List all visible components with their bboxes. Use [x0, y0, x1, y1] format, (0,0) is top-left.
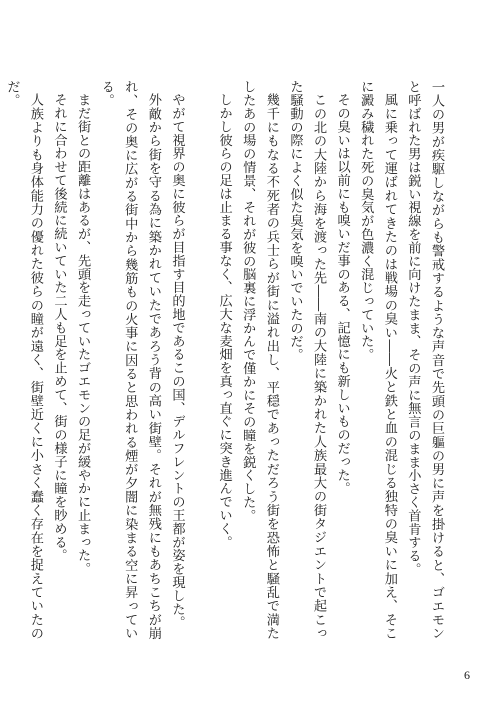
section-break: [188, 80, 212, 640]
paragraph: やがて視界の奥に彼らが目指す目的地であるこの国、デルフレントの王都が姿を現した。: [169, 93, 185, 630]
paragraph: それに合わせて後続に続いていた二人も足を止めて、街の様子に瞳を眇める。: [51, 93, 67, 563]
paragraph: 風に乗って運ばれてきたのは戦場の臭い――火と鉄と血の混じる独特の臭いに加え、そこに澱み穢れた死の臭気が色濃く混じっていた。: [358, 80, 397, 640]
paragraph: その臭いは以前にも嗅いだ事のある、記憶にも新しいものだった。: [334, 93, 350, 496]
paragraph: 幾千にもなる不死者の兵士らが街に溢れ出し、平穏であっただろう街を恐怖と騒乱で満たしたあの場の情景、それが彼の脳裏に浮かんで僅かにその瞳を鋭くした。: [240, 80, 279, 640]
paragraph: 外敵から街を守る為に築かれていたであろう背の高い街壁。それが無残にもあちこちが崩れ、その奥に広がる街中から幾筋もの火事に因ると思われる煙が夕闇に染まる空に昇っている。: [98, 80, 161, 640]
paragraph: 一人の男が疾駆しながらも警戒するような声音で先頭の巨軀の男に声を掛けると、ゴエモンと呼ばれた男は鋭い視線を前に向けたまま、その声に無言のまま小さく首肯する。: [405, 80, 444, 640]
paragraph: この北の大陸から海を渡った先――南の大陸に築かれた人族最大の街タジエントで起こった騒動の際によく似た臭気を嗅いでいたのだ。: [287, 80, 327, 640]
page-number: 6: [464, 668, 470, 682]
paragraph: 人族よりも身体能力の優れた彼らの瞳が遠く、街壁近くに小さく蠢く存在を捉えていたのだ。: [4, 80, 43, 640]
paragraph: しかし彼らの足は止まる事なく、広大な麦畑を真っ直ぐに突き進んでいく。: [216, 93, 232, 549]
paragraph: まだ街との距離はあるが、先頭を走っていたゴエモンの足が緩やかに止まった。: [75, 93, 91, 576]
vertical-text-body: [4, 80, 448, 640]
